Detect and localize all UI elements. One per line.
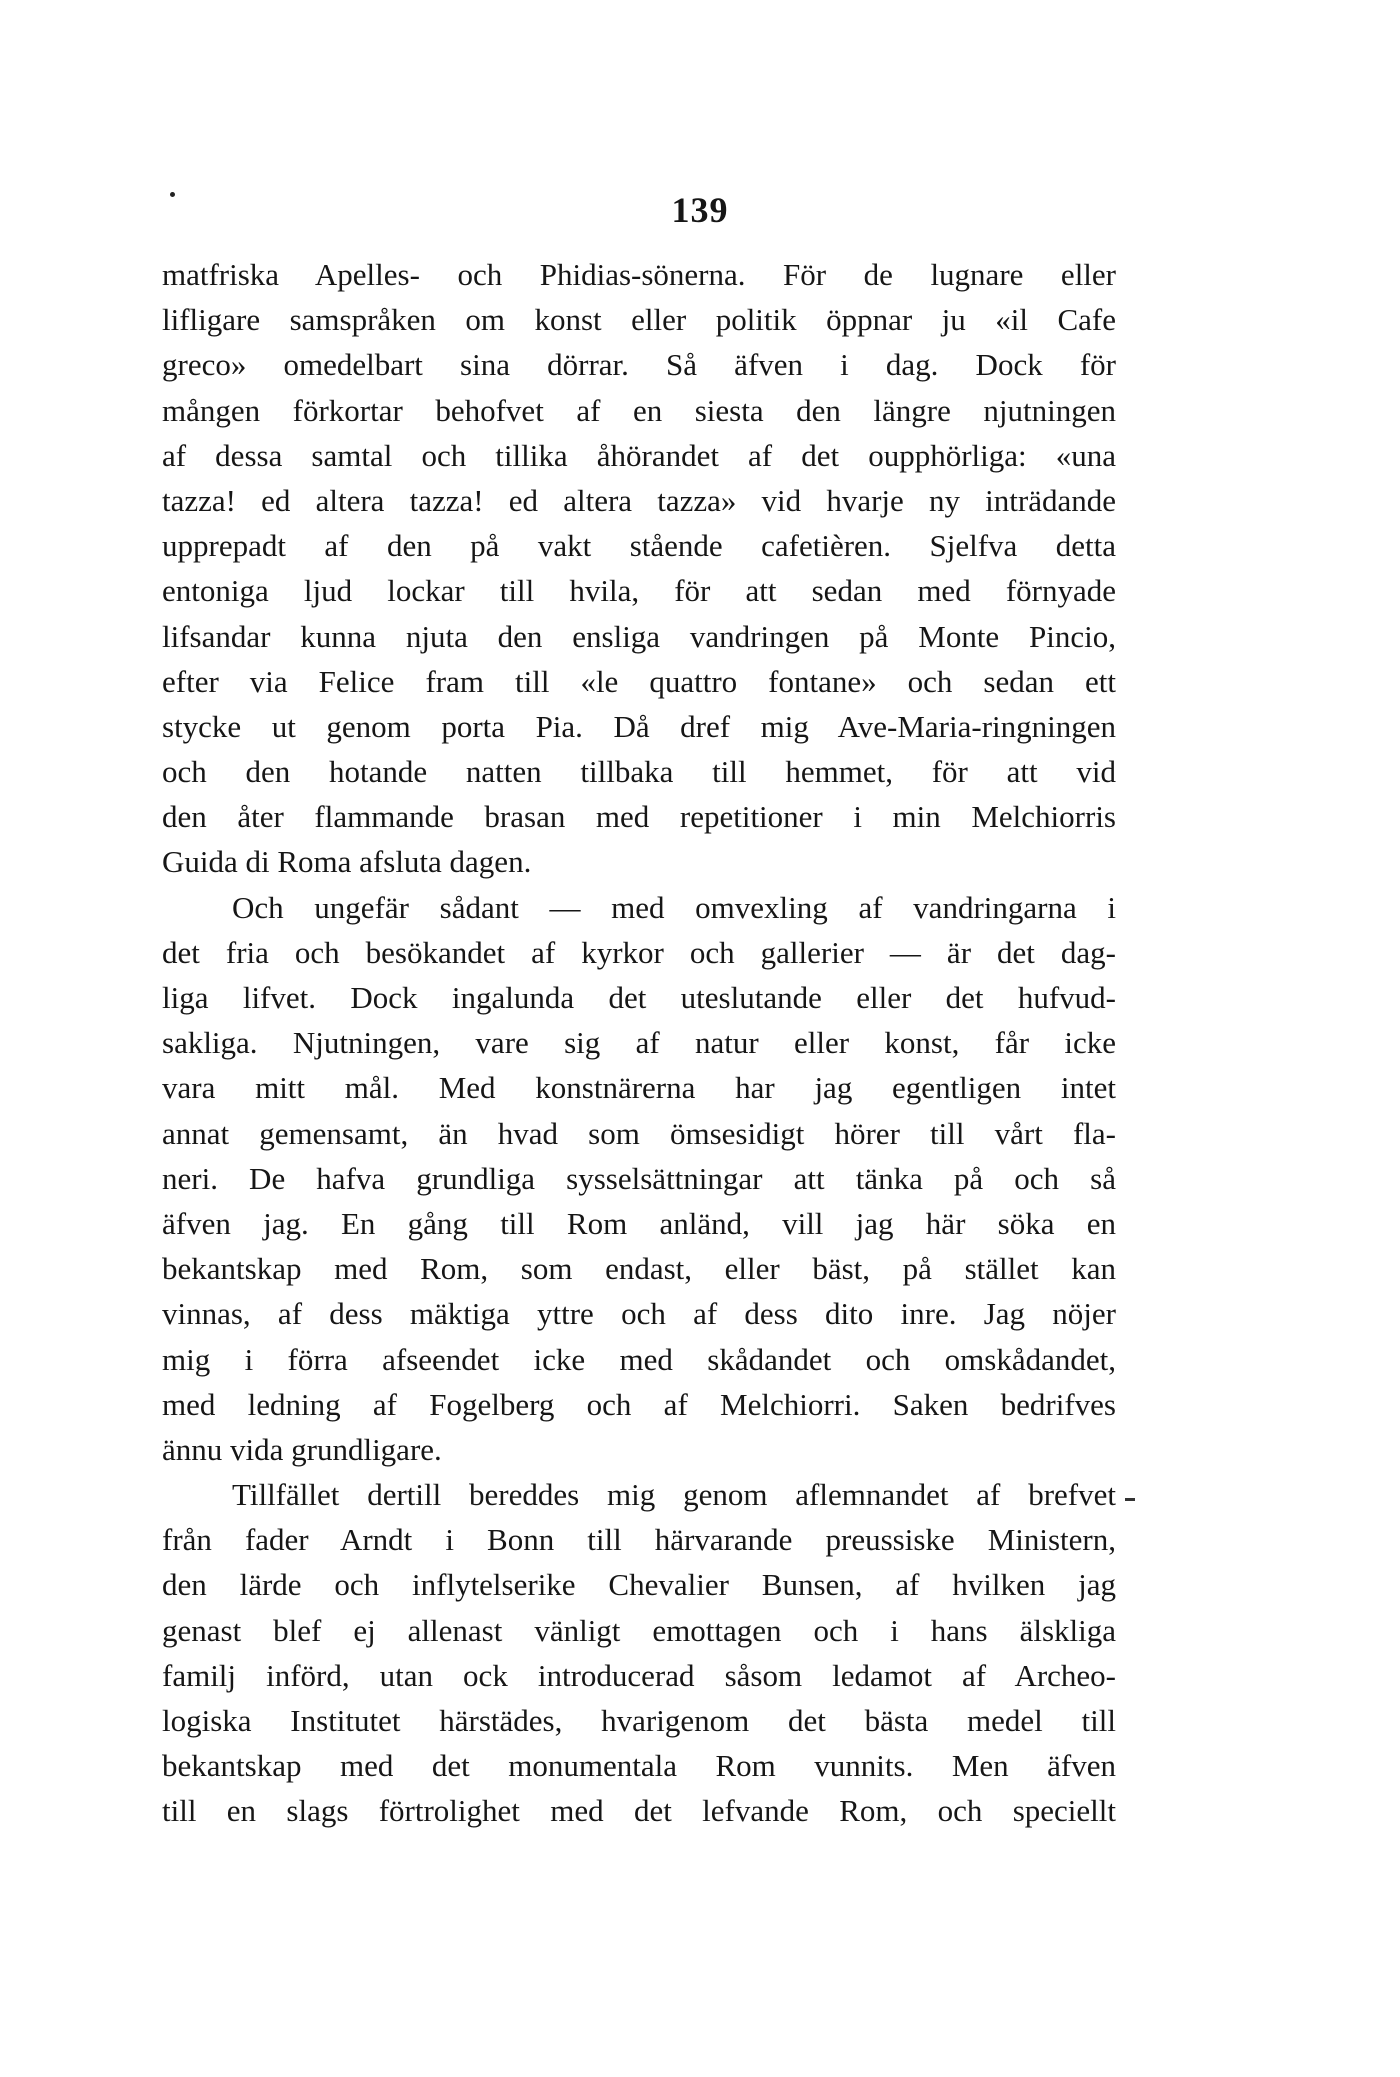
text-line: och den hotande natten tillbaka till hemmet, för att vid <box>162 754 1116 790</box>
text-line: af dessa samtal och tillika åhörandet af det oupphörliga: «una <box>162 437 1116 473</box>
page-number: 139 <box>671 190 729 230</box>
text-line: annat gemensamt, än hvad som ömsesidigt hörer till vårt fla- <box>162 1115 1116 1151</box>
text-line: bekantskap med Rom, som endast, eller bäst, på stället kan <box>162 1251 1116 1287</box>
text-line: den lärde och inflytelserike Chevalier Bunsen, af hvilken jag <box>162 1567 1116 1603</box>
text-line: upprepadt af den på vakt stående cafetièren. Sjelfva detta <box>162 528 1116 564</box>
text-line: det fria och besökandet af kyrkor och gallerier — är det dag- <box>162 934 1116 970</box>
text-line: vinnas, af dess mäktiga yttre och af dess dito inre. Jag nöjer <box>162 1296 1116 1332</box>
paragraph-end-line: ännu vida grundligare. <box>162 1431 442 1467</box>
text-line: lifligare samspråken om konst eller politik öppnar ju «il Cafe <box>162 302 1116 338</box>
text-line: familj införd, utan ock introducerad såsom ledamot af Archeo- <box>162 1657 1116 1693</box>
text-line: bekantskap med det monumentala Rom vunnits. Men äfven <box>162 1748 1116 1784</box>
paragraph-end-line: Guida di Roma afsluta dagen. <box>162 844 532 880</box>
text-line: sakliga. Njutningen, vare sig af natur eller konst, får icke <box>162 1025 1116 1061</box>
text-line: logiska Institutet härstädes, hvarigenom det bästa medel till <box>162 1703 1116 1738</box>
text-line: efter via Felice fram till «le quattro fontane» och sedan ett <box>162 663 1116 699</box>
text-line: entoniga ljud lockar till hvila, för att sedan med förnyade <box>162 573 1116 609</box>
text-line: stycke ut genom porta Pia. Då dref mig Ave-Maria-ringningen <box>162 708 1116 744</box>
text-line: neri. De hafva grundliga sysselsättningar att tänka på och så <box>162 1160 1116 1196</box>
margin-dash <box>1125 1498 1135 1501</box>
paragraph-start-line: Och ungefär sådant — med omvexling af vandringarna i <box>232 889 1116 925</box>
text-line: greco» omedelbart sina dörrar. Så äfven i dag. Dock för <box>162 347 1116 383</box>
text-line: äfven jag. En gång till Rom anländ, vill jag här söka en <box>162 1205 1116 1241</box>
text-line: den åter flammande brasan med repetitioner i min Melchiorris <box>162 799 1116 835</box>
text-line: genast blef ej allenast vänligt emottagen och i hans älskliga <box>162 1612 1116 1648</box>
body-text <box>162 252 1116 1834</box>
text-line: vara mitt mål. Med konstnärerna har jag egentligen intet <box>162 1070 1116 1106</box>
text-line: mången förkortar behofvet af en siesta den längre njutningen <box>162 392 1116 428</box>
text-line: från fader Arndt i Bonn till härvarande preussiske Ministern, <box>162 1522 1116 1558</box>
text-line: mig i förra afseendet icke med skådandet och omskådandet, <box>162 1341 1116 1377</box>
text-line: till en slags förtrolighet med det lefvande Rom, och speciellt <box>162 1793 1116 1829</box>
text-line: matfriska Apelles- och Phidias-sönerna. För de lugnare eller <box>162 257 1116 292</box>
text-line: lifsandar kunna njuta den ensliga vandringen på Monte Pincio, <box>162 618 1116 654</box>
paragraph-start-line: Tillfället dertill bereddes mig genom aflemnandet af brefvet <box>232 1477 1116 1513</box>
text-line: liga lifvet. Dock ingalunda det uteslutande eller det hufvud- <box>162 980 1116 1015</box>
text-line: med ledning af Fogelberg och af Melchiorri. Saken bedrifves <box>162 1386 1116 1422</box>
text-line: tazza! ed altera tazza! ed altera tazza» vid hvarje ny inträdande <box>162 482 1116 518</box>
